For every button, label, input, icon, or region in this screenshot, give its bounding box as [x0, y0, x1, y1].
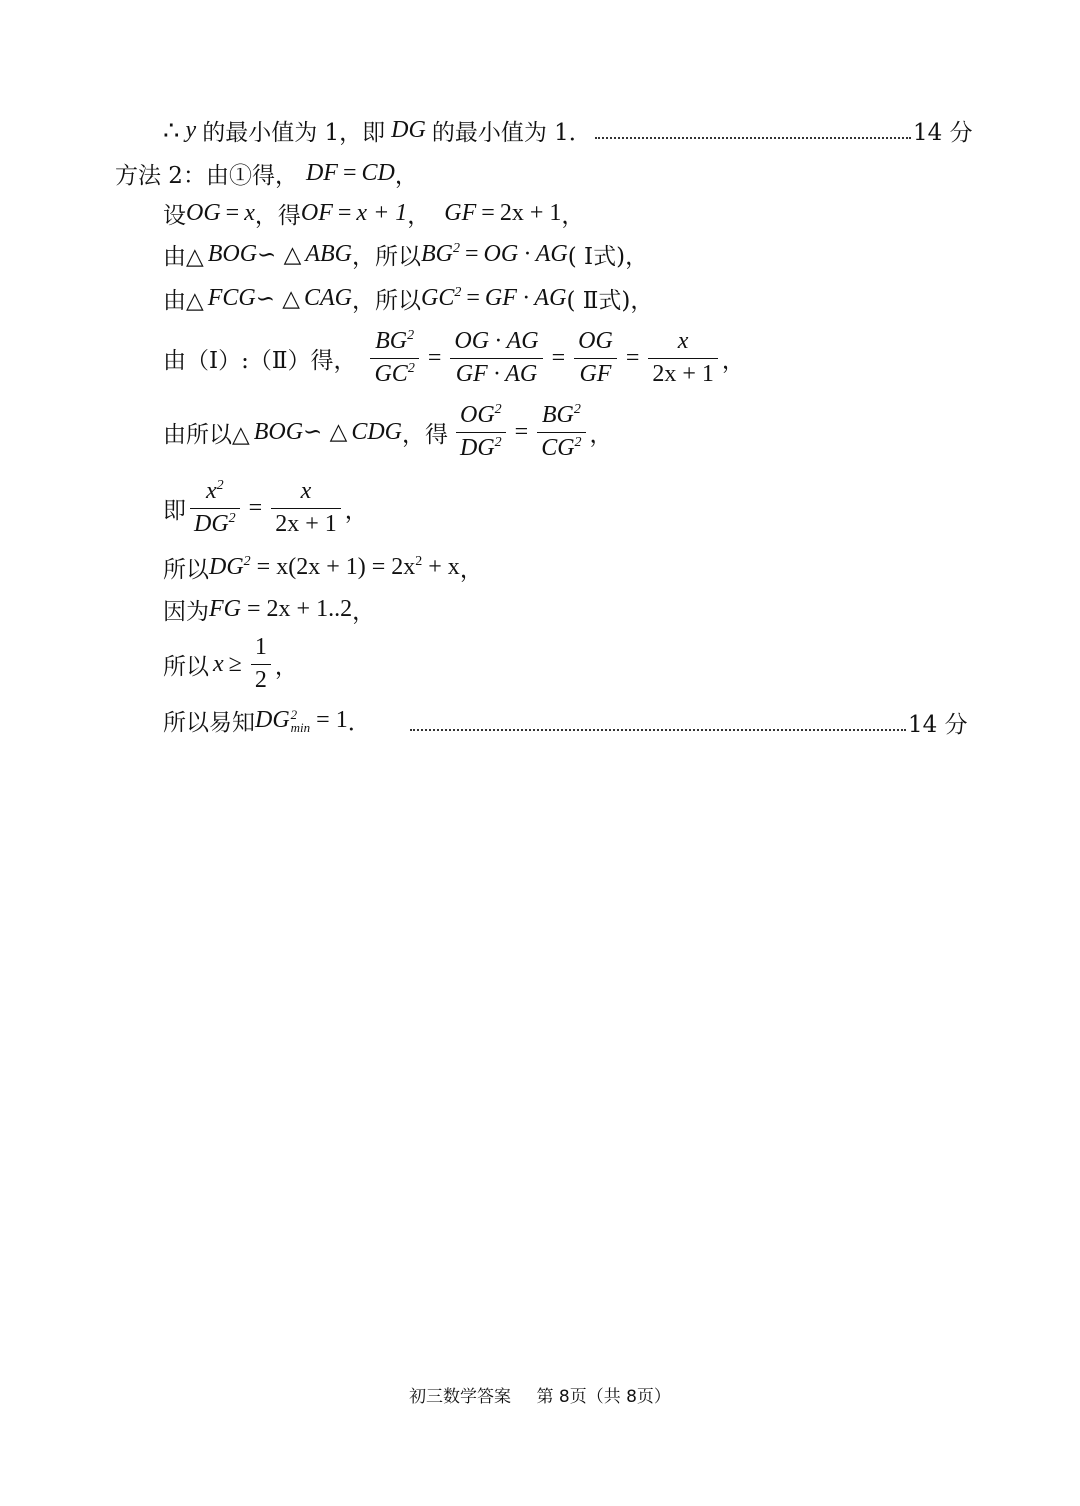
var-ABG: ABG	[305, 241, 352, 267]
line-4	[163, 238, 648, 271]
fraction: $\frac{x^2}{DG^2}$	[190, 478, 240, 538]
var-CDG: CDG	[351, 418, 402, 445]
tag: ( Ⅰ式)，	[567, 244, 649, 270]
text: 因为	[163, 599, 209, 625]
equals: =	[248, 494, 263, 521]
line-2	[115, 157, 418, 190]
expr: = 2x + 1..2	[247, 596, 353, 622]
var-GC: $GC^2$	[420, 285, 462, 311]
equals: =	[481, 200, 495, 226]
line-8	[163, 478, 368, 538]
ge-sign: ≥	[228, 650, 242, 677]
var-GF: GF	[444, 200, 477, 226]
page-footer	[0, 1382, 1080, 1407]
comma: ，	[459, 557, 483, 583]
text: ，得	[254, 203, 301, 229]
expr: OG · AG	[483, 241, 568, 267]
line-7	[163, 402, 613, 462]
text: 所以	[163, 653, 209, 680]
equals: =	[464, 241, 479, 267]
fraction: $\frac{OG \cdot AG}{GF \cdot AG}$	[450, 328, 542, 388]
expr: GF · AG	[484, 285, 567, 311]
line-5	[163, 282, 653, 315]
var-BOG: BOG	[207, 241, 258, 267]
text: 的最小值为 1．	[431, 120, 592, 146]
var-DG: $DG^2$	[209, 554, 251, 580]
text: 由△	[163, 244, 204, 270]
fraction: $\frac{1}{2}$	[251, 634, 271, 694]
text: 由（Ⅰ）:（Ⅱ）得，	[163, 347, 357, 374]
text: 方法 2：由①得，	[115, 163, 298, 189]
score-label: 14 分	[913, 120, 973, 146]
fraction: $\frac{BG^2}{CG^2}$	[537, 402, 585, 462]
var-y: y	[185, 117, 197, 143]
text: ，所以	[351, 244, 421, 270]
equals: =	[427, 344, 442, 371]
var-CAG: CAG	[303, 285, 352, 311]
var-OF: OF	[300, 200, 333, 226]
comma: ，	[589, 421, 613, 448]
var-FCG: FCG	[207, 285, 256, 311]
footer-page-number: 第 8页（共 8页）	[536, 1387, 671, 1407]
var-DG-min: DG 2 min	[255, 706, 311, 736]
equals: =	[337, 200, 352, 226]
equals: =	[625, 344, 640, 371]
comma: ，	[407, 203, 431, 229]
similar-sign: ∽ △	[257, 241, 302, 268]
equals: =	[466, 285, 480, 311]
fraction: $\frac{x}{2x + 1}$	[271, 478, 341, 538]
expr: = 1	[316, 707, 348, 733]
expr: + x	[428, 554, 460, 580]
fraction: $\frac{OG^2}{DG^2}$	[456, 402, 506, 462]
var-CD: CD	[361, 160, 395, 186]
equals: =	[225, 200, 240, 226]
line-3	[163, 197, 584, 230]
comma: ，	[394, 163, 418, 189]
score-2	[410, 706, 968, 739]
equals: =	[342, 160, 357, 186]
equals: =	[514, 418, 529, 445]
score-label: 14 分	[908, 712, 968, 738]
text: 所以易知	[163, 710, 255, 736]
expr: 2x + 1	[499, 200, 562, 226]
line-11	[163, 634, 298, 694]
expr: x + 1	[356, 200, 408, 226]
comma: ，	[721, 347, 745, 374]
similar-sign: ∽ △	[255, 285, 300, 312]
comma: ，	[344, 497, 368, 524]
score-1	[595, 114, 973, 147]
text: 设	[163, 203, 186, 229]
comma: ，	[561, 203, 585, 229]
text: 由所以△	[163, 421, 250, 448]
var-x: x	[244, 200, 255, 226]
leader-dots	[410, 715, 906, 731]
text: 的最小值为 1，即	[202, 120, 386, 146]
var-OG: OG	[186, 200, 221, 226]
line-10	[163, 593, 375, 626]
var-BG: $BG^2$	[420, 241, 460, 267]
leader-dots	[595, 123, 911, 139]
var-FG: FG	[209, 596, 241, 622]
fraction: $\frac{BG^2}{GC^2}$	[370, 328, 418, 388]
var-BOG: BOG	[253, 418, 304, 445]
footer-title: 初三数学答案	[409, 1387, 512, 1407]
therefore-symbol: ∴	[163, 115, 180, 146]
text: 所以	[163, 557, 209, 583]
line-6	[163, 328, 745, 388]
var-DG: DG	[391, 117, 426, 143]
period: ．	[347, 710, 371, 736]
equals: =	[551, 344, 566, 371]
text: ，得	[401, 421, 448, 448]
text: 即	[163, 497, 186, 524]
similar-sign: ∽ △	[303, 419, 348, 446]
line-9	[163, 551, 483, 584]
text: ，所以	[351, 288, 421, 314]
comma: ，	[274, 653, 298, 680]
text: 由△	[163, 288, 204, 314]
var-DF: DF	[305, 160, 338, 186]
comma: ，	[352, 599, 376, 625]
line-12	[163, 704, 371, 737]
tag: ( Ⅱ式)，	[566, 288, 654, 314]
fraction: $\frac{OG}{GF}$	[574, 328, 617, 388]
fraction: $\frac{x}{2x + 1}$	[648, 328, 718, 388]
expr: = $x(2x + 1) = 2x^2$	[256, 554, 423, 580]
line-1	[163, 114, 592, 147]
var-x: x	[213, 650, 224, 677]
